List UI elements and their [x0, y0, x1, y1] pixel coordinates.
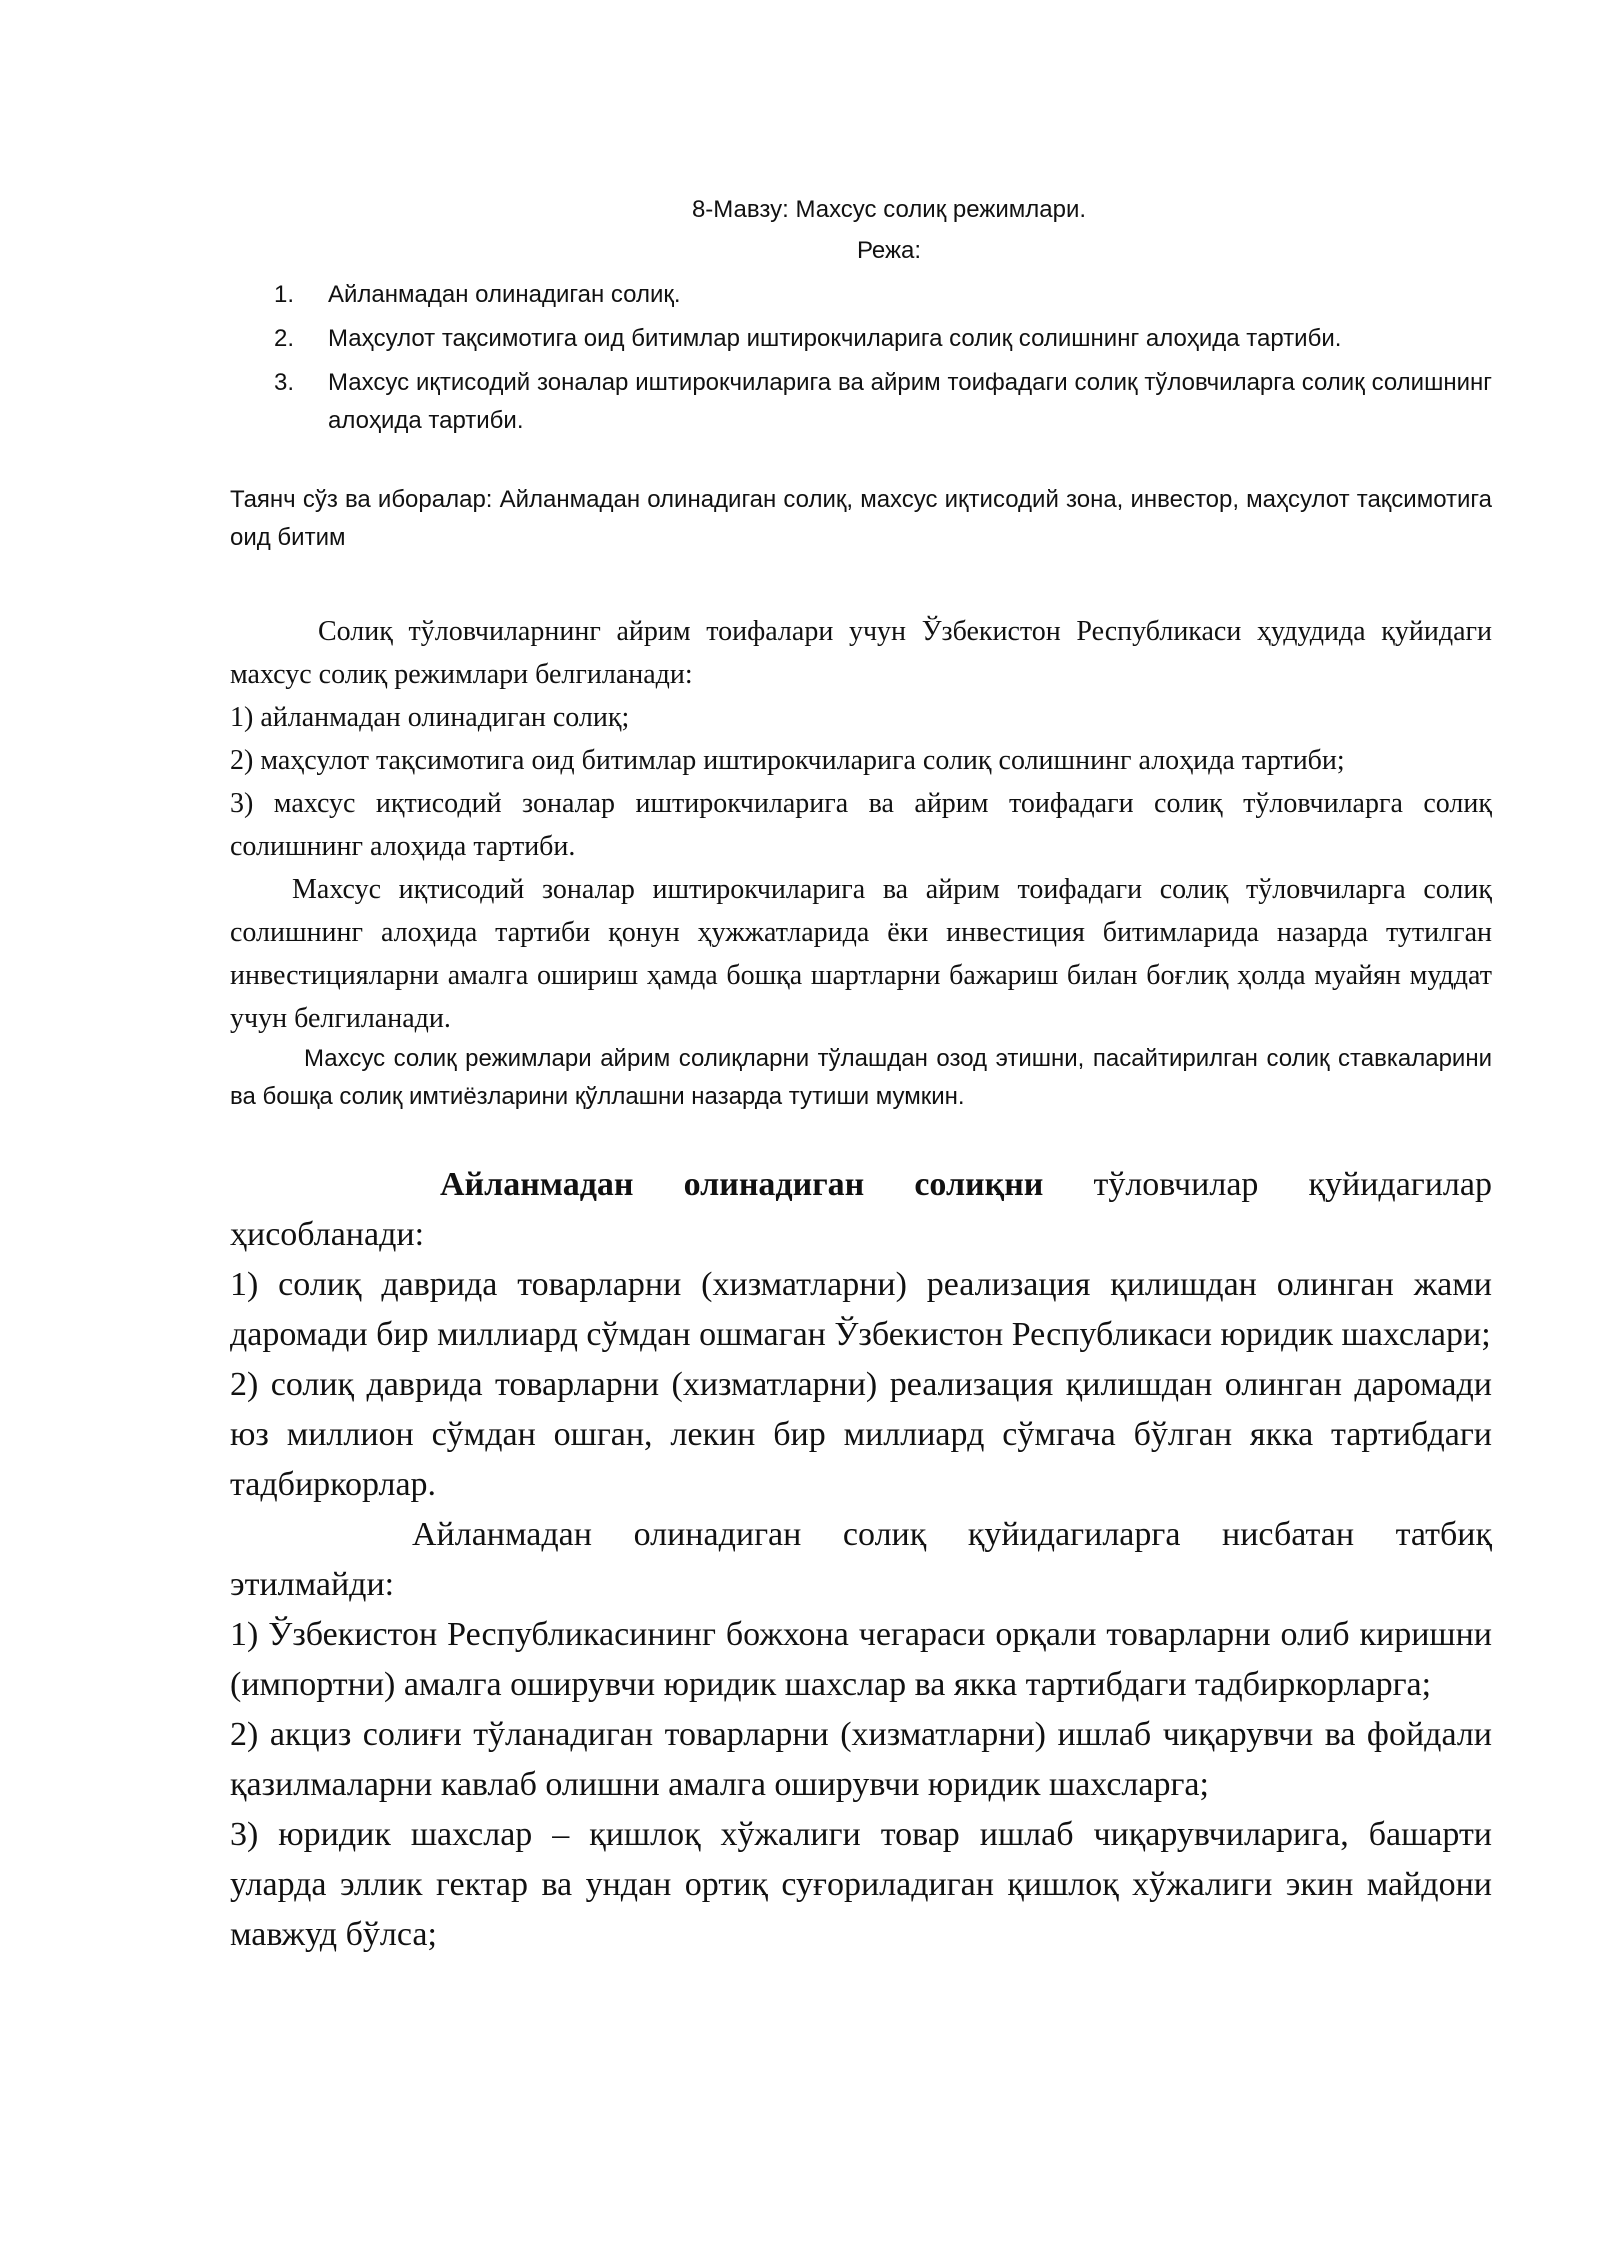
list-item: 1) солиқ даврида товарларни (хизматларни) реализация қилишдан олинган жами даромади бир миллиард сўмдан ошмаган Ўзбекистон Республикаси юридик шахслари;	[230, 1266, 1492, 1353]
plan-item-text: Маҳсулот тақсимотига оид битимлар иштирокчиларига солиқ солишнинг алоҳида тартиби.	[328, 325, 1342, 352]
list-item: 2) солиқ даврида товарларни (хизматларни) реализация қилишдан олинган даромади юз миллион сўмдан ошган, лекин бир миллиард сўмгача бўлган якка тартибдаги тадбиркорлар.	[230, 1366, 1492, 1503]
list-item: 2) акциз солиғи тўланадиган товарларни (хизматларни) ишлаб чиқарувчи ва фойдали қазилмаларни кавлаб олишни амалга оширувчи юридик шахсларга;	[230, 1716, 1492, 1803]
section-turnover-tax	[230, 1160, 1492, 1960]
paragraph: Махсус иқтисодий зоналар иштирокчиларига ва айрим тоифадаги солиқ тўловчиларга солиқ солишнинг алоҳида тартиби қонун ҳужжатларида ёки инвестиция битимларида назарда тутилган инвестицияларни амалга ошириш ҳамда бошқа шартларни бажариш билан боғлиқ ҳолда муайян муддат учун белгиланади.	[230, 874, 1492, 1034]
bold-lead: Айланмадан олинадиган солиқни	[440, 1166, 1044, 1203]
list-item: 3) махсус иқтисодий зоналар иштирокчиларига ва айрим тоифадаги солиқ тўловчиларга солиқ солишнинг алоҳида тартиби.	[230, 788, 1492, 862]
plan-item-number: 3.	[274, 369, 295, 396]
paragraph	[230, 1160, 1492, 1260]
plan-item	[230, 364, 1492, 440]
plan-item-number: 1.	[274, 281, 295, 308]
paragraph: Махсус солиқ режимлари айрим солиқларни тўлашдан озод этишни, пасайтирилган солиқ ставкаларини ва бошқа солиқ имтиёзларини қўллашни назарда тутиши мумкин.	[230, 1045, 1492, 1110]
plan-heading: Режа:	[856, 237, 922, 264]
section-special-regimes	[230, 610, 1492, 1116]
paragraph: Айланмадан олинадиган солиқ қуйидагиларга нисбатан татбиқ этилмайди:	[230, 1516, 1492, 1603]
paragraph: Солиқ тўловчиларнинг айрим тоифалари учун Ўзбекистон Республикаси ҳудудида қуйидаги махсус солиқ режимлари белгиланади:	[230, 616, 1492, 690]
plan-item-text: Айланмадан олинадиган солиқ.	[328, 281, 681, 308]
plan-item	[230, 276, 1492, 314]
plan-item-number: 2.	[274, 325, 295, 352]
plan-item-text: Махсус иқтисодий зоналар иштирокчиларига ва айрим тоифадаги солиқ тўловчиларга солиқ солишнинг алоҳида тартиби.	[328, 369, 1492, 434]
lead-rest: тўловчилар қуйидагилар ҳисобланади:	[230, 1166, 1492, 1253]
keywords-paragraph: Таянч сўз ва иборалар: Айланмадан олинадиган солиқ, махсус иқтисодий зона, инвестор, маҳсулот тақсимотига оид битим	[230, 486, 1492, 551]
list-item: 2) маҳсулот тақсимотига оид битимлар иштирокчиларига солиқ солишнинг алоҳида тартиби;	[230, 745, 1345, 776]
list-item: 3) юридик шахслар – қишлоқ хўжалиги товар ишлаб чиқарувчиларига, башарти уларда эллик гектар ва ундан ортиқ суғориладиган қишлоқ хўжалиги экин майдони мавжуд бўлса;	[230, 1816, 1492, 1953]
plan-list	[230, 276, 1492, 446]
plan-item	[230, 320, 1492, 358]
page-title: 8-Мавзу: Махсус солиқ режимлари.	[691, 196, 1087, 223]
list-item: 1) Ўзбекистон Республикасининг божхона чегараси орқали товарларни олиб киришни (импортни) амалга оширувчи юридик шахслар ва якка тартибдаги тадбиркорларга;	[230, 1616, 1492, 1703]
list-item: 1) айланмадан олинадиган солиқ;	[230, 702, 630, 733]
